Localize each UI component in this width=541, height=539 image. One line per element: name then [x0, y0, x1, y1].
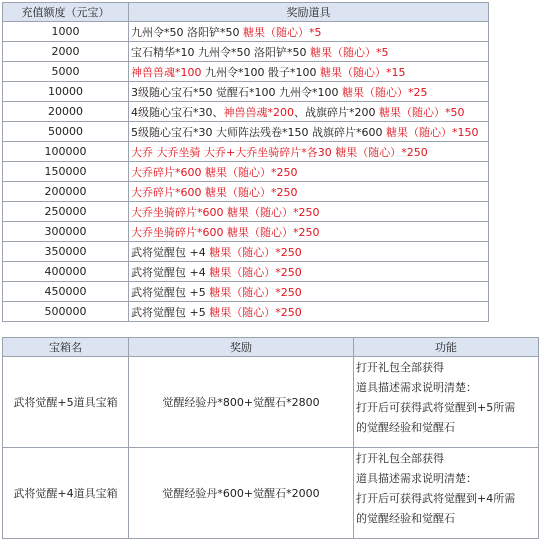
reward-items-cell	[129, 142, 489, 162]
reward-text: 4级随心宝石*30、	[131, 105, 224, 119]
recharge-amount-cell: 50000	[3, 122, 129, 142]
reward-highlight-text: 糖果（随心）*250	[209, 265, 302, 279]
recharge-amount-cell: 1000	[3, 22, 129, 42]
reward-highlight-text: 糖果（随心）*250	[209, 285, 302, 299]
recharge-amount-cell: 250000	[3, 202, 129, 222]
table-row	[3, 302, 489, 322]
reward-highlight-text: 糖果（随心）*250	[209, 305, 302, 319]
reward-highlight-text: 糖果（随心）*150	[385, 125, 479, 139]
recharge-amount-cell: 200000	[3, 182, 129, 202]
recharge-amount-cell: 2000	[3, 42, 129, 62]
header-chest-function: 功能	[354, 338, 539, 357]
reward-highlight-text: 糖果（随心）*250	[227, 225, 320, 239]
reward-items-cell	[129, 82, 489, 102]
table-row	[3, 82, 489, 102]
reward-items-cell	[129, 22, 489, 42]
chest-reward-cell: 觉醒经验丹*800+觉醒石*2800	[129, 357, 354, 448]
reward-highlight-text: 大乔坐骑碎片*600	[131, 205, 227, 219]
function-description-line: 道具描述需求说明清楚：	[356, 381, 477, 394]
recharge-amount-cell: 300000	[3, 222, 129, 242]
reward-text: 、战旗碎片*200	[294, 105, 379, 119]
treasure-chest-table	[2, 337, 539, 539]
recharge-amount-cell: 150000	[3, 162, 129, 182]
reward-items-cell	[129, 102, 489, 122]
table-header-row	[3, 338, 539, 357]
table-row	[3, 242, 489, 262]
table-row	[3, 22, 489, 42]
reward-items-cell	[129, 42, 489, 62]
reward-items-cell	[129, 182, 489, 202]
reward-highlight-text: 糖果（随心）*5	[309, 45, 389, 59]
header-chest-name: 宝箱名	[3, 338, 129, 357]
function-description-line: 的觉醒经验和觉醒石	[356, 512, 455, 525]
table-row	[3, 182, 489, 202]
reward-text: 3级随心宝石*50 觉醒石*100 九州令*100	[131, 85, 342, 99]
reward-highlight-text: 神兽兽魂*200	[223, 105, 294, 119]
table-row	[3, 162, 489, 182]
reward-items-cell	[129, 242, 489, 262]
reward-text: 武将觉醒包 +4	[131, 245, 210, 259]
recharge-reward-table	[2, 2, 489, 322]
reward-text: 九州令*100 骰子*100	[205, 65, 320, 79]
reward-highlight-text: 糖果（随心）*250	[209, 245, 302, 259]
table-row	[3, 142, 489, 162]
header-chest-reward: 奖励	[129, 338, 354, 357]
recharge-amount-cell: 10000	[3, 82, 129, 102]
reward-items-cell	[129, 282, 489, 302]
table-header-row	[3, 3, 489, 22]
reward-highlight-text: 糖果（随心）*250	[205, 165, 298, 179]
table-row	[3, 262, 489, 282]
function-description-line: 打开后可获得武将觉醒到+5所需	[356, 401, 516, 414]
table-row	[3, 62, 489, 82]
reward-items-cell	[129, 302, 489, 322]
recharge-amount-cell: 450000	[3, 282, 129, 302]
reward-text: 宝石精华*10 九州令*50 洛阳铲*50	[131, 45, 310, 59]
reward-highlight-text: 糖果（随心）*5	[243, 25, 322, 39]
reward-highlight-text: 糖果（随心）*15	[319, 65, 406, 79]
chest-name-cell: 武将觉醒+5道具宝箱	[3, 357, 129, 448]
function-description-line: 道具描述需求说明清楚：	[356, 472, 477, 485]
table-row	[3, 122, 489, 142]
recharge-amount-cell: 350000	[3, 242, 129, 262]
function-description-line: 的觉醒经验和觉醒石	[356, 421, 455, 434]
reward-items-cell	[129, 202, 489, 222]
function-description-line: 打开礼包全部获得	[356, 361, 444, 374]
reward-highlight-text: 神兽兽魂*100	[131, 65, 205, 79]
reward-text: 武将觉醒包 +5	[131, 285, 210, 299]
recharge-amount-cell: 500000	[3, 302, 129, 322]
header-reward-items: 奖励道具	[129, 3, 489, 22]
reward-text: 九州令*50 洛阳铲*50	[131, 25, 243, 39]
reward-items-cell	[129, 262, 489, 282]
reward-highlight-text: 糖果（随心）*25	[341, 85, 428, 99]
table-row	[3, 282, 489, 302]
reward-highlight-text: 糖果（随心）*250	[205, 185, 298, 199]
recharge-amount-cell: 20000	[3, 102, 129, 122]
reward-items-cell	[129, 222, 489, 242]
reward-highlight-text: 糖果（随心）*50	[379, 105, 465, 119]
reward-highlight-text: 糖果（随心）*250	[227, 205, 320, 219]
table-row	[3, 42, 489, 62]
chest-reward-cell: 觉醒经验丹*600+觉醒石*2000	[129, 448, 354, 539]
table-row	[3, 102, 489, 122]
reward-highlight-text: 大乔 大乔坐骑 大乔+大乔坐骑碎片*各30 糖果（随心）*250	[131, 145, 428, 159]
recharge-amount-cell: 100000	[3, 142, 129, 162]
chest-function-cell	[354, 357, 539, 448]
recharge-amount-cell: 5000	[3, 62, 129, 82]
reward-items-cell	[129, 122, 489, 142]
reward-text: 5级随心宝石*30 大师阵法残卷*150 战旗碎片*600	[131, 125, 386, 139]
chest-function-cell	[354, 448, 539, 539]
reward-highlight-text: 大乔碎片*600	[131, 185, 205, 199]
table-row	[3, 222, 489, 242]
table-row	[3, 202, 489, 222]
reward-highlight-text: 大乔碎片*600	[131, 165, 205, 179]
reward-items-cell	[129, 162, 489, 182]
function-description-line: 打开礼包全部获得	[356, 452, 444, 465]
reward-text: 武将觉醒包 +4	[131, 265, 210, 279]
table-row	[3, 357, 539, 448]
reward-text: 武将觉醒包 +5	[131, 305, 210, 319]
table-row	[3, 448, 539, 539]
reward-items-cell	[129, 62, 489, 82]
function-description-line: 打开后可获得武将觉醒到+4所需	[356, 492, 516, 505]
reward-highlight-text: 大乔坐骑碎片*600	[131, 225, 227, 239]
chest-name-cell: 武将觉醒+4道具宝箱	[3, 448, 129, 539]
header-recharge-amount: 充值额度（元宝）	[3, 3, 129, 22]
recharge-amount-cell: 400000	[3, 262, 129, 282]
